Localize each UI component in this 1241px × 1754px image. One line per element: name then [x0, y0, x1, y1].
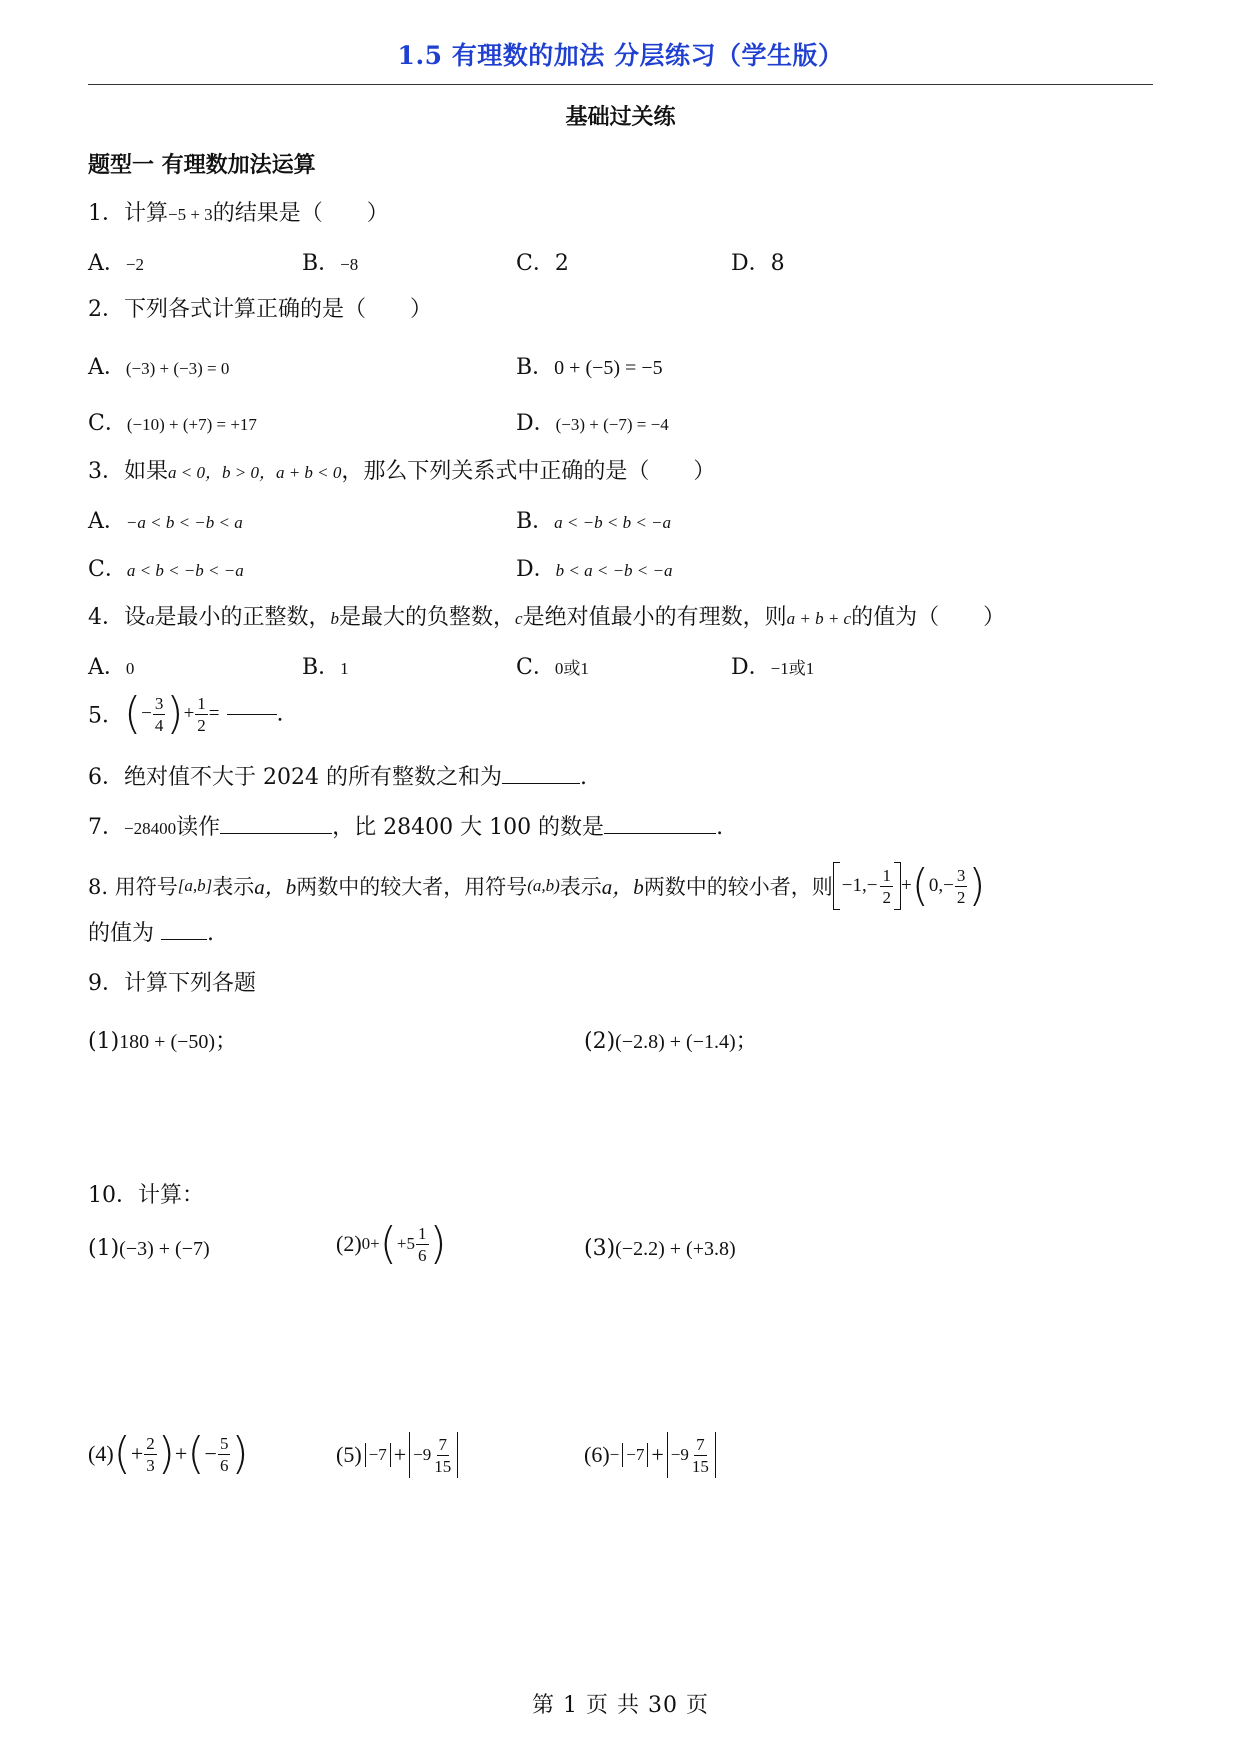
- question-2: 2．下列各式计算正确的是（ ）: [88, 297, 432, 322]
- q3-option-c: C．a < b < −b < −a: [88, 557, 244, 582]
- q3-option-d: D．b < a < −b < −a: [516, 557, 673, 582]
- question-3: 3．如果a < 0，b > 0，a + b < 0，那么下列关系式中正确的是（ ）: [88, 459, 716, 484]
- q9-item-2: (2)(−2.8) + (−1.4)；: [584, 1029, 758, 1054]
- question-8: 8. 用符号[a,b]表示a，b两数中的较大者，用符号(a,b)表示a，b两数中的较小者，则 −1,− $\frac{1}{2}$ + ( 0,− $\frac{3}{2}$ ): [88, 860, 986, 911]
- question-7: 7．−28400读作 ，比 28400 大 100 的数是 .: [88, 815, 724, 840]
- q6-answer-blank[interactable]: [502, 783, 580, 784]
- q7-answer-blank-1[interactable]: [220, 833, 332, 834]
- page-title: 1.5 有理数的加法 分层练习（学生版）: [397, 41, 844, 70]
- q3-option-b: B．a < −b < b < −a: [516, 509, 672, 534]
- q9-item-1: (1)180 + (−50)；: [88, 1029, 238, 1054]
- header-divider: [88, 84, 1153, 85]
- q2-option-b: B．0 + (−5) = −5: [516, 355, 663, 380]
- q5-answer-blank[interactable]: [227, 714, 277, 715]
- q1-stem: 1．计算: [88, 201, 168, 226]
- question-9: 9．计算下列各题: [88, 971, 256, 996]
- q10-item-2: (2) 0+ ( +5 $\frac{1}{6}$ ): [336, 1218, 447, 1269]
- question-8-line-2: 的值为 .: [88, 921, 215, 946]
- q10-item-3: (3)(−2.2) + (+3.8): [584, 1236, 736, 1261]
- q4-option-c: C．0或1: [516, 655, 589, 680]
- page-footer: 第 1 页 共 30 页: [532, 1693, 709, 1718]
- q10-item-4: (4) ( + $\frac{2}{3}$ ) + ( − $\frac{5}{6}$ ): [88, 1428, 249, 1479]
- question-type-heading: 题型一 有理数加法运算: [88, 152, 316, 178]
- question-10: 10．计算：: [88, 1183, 204, 1208]
- q2-option-c: C．(−10) + (+7) = +17: [88, 411, 257, 436]
- q1-option-c: C．2: [516, 251, 569, 276]
- q1-expr: −5 + 3: [168, 205, 213, 224]
- q4-option-d: D．−1或1: [731, 655, 815, 680]
- q1-option-a: A．−2: [88, 251, 144, 276]
- q3-option-a: A．−a < b < −b < a: [88, 509, 243, 534]
- q4-option-a: A．0: [88, 655, 135, 680]
- question-4: 4．设a是最小的正整数，b是最大的负整数，c是绝对值最小的有理数，则a + b + c的值为（ ）: [88, 605, 1006, 630]
- q1-option-d: D．8: [731, 251, 785, 276]
- q2-option-d: D．(−3) + (−7) = −4: [516, 411, 669, 436]
- q7-answer-blank-2[interactable]: [604, 833, 716, 834]
- q1-tail: 的结果是（ ）: [212, 201, 389, 226]
- q10-item-1: (1)(−3) + (−7): [88, 1236, 210, 1261]
- question-1: [88, 196, 389, 227]
- q2-option-a: A．(−3) + (−3) = 0: [88, 355, 230, 380]
- q4-option-b: B．1: [302, 655, 349, 680]
- q3-condition: a < 0，b > 0，a + b < 0: [168, 463, 342, 482]
- q10-item-5: (5) −7 + −9 $\frac{7}{15}$: [336, 1432, 461, 1478]
- question-6: 6．绝对值不大于 2024 的所有整数之和为 .: [88, 765, 587, 790]
- q8-answer-blank[interactable]: [161, 939, 207, 940]
- question-5: 5． ( − $\frac{3}{4}$ ) + $\frac{1}{2}$ = .: [88, 688, 284, 739]
- q1-option-b: B．−8: [302, 251, 359, 276]
- section-title: 基础过关练: [565, 104, 676, 130]
- q10-item-6: (6) − −7 + −9 $\frac{7}{15}$: [584, 1432, 719, 1478]
